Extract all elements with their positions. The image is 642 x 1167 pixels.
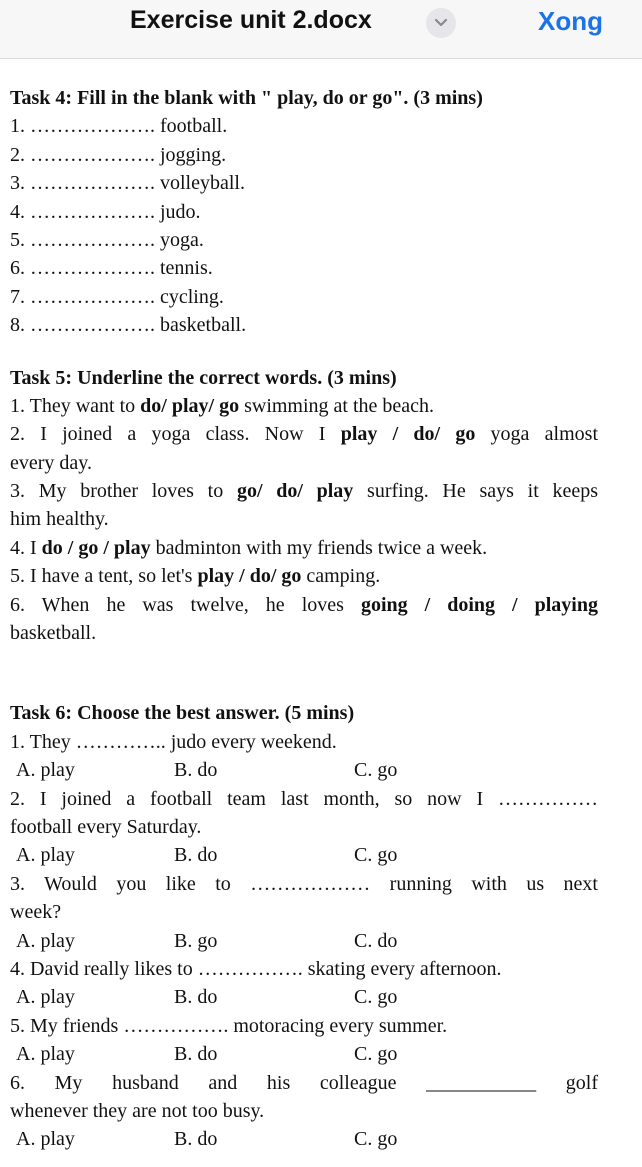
task4-item: 3. ………………. volleyball. [10,172,245,195]
task4-item: 7. ………………. cycling. [10,285,224,308]
document-title[interactable]: Exercise unit 2.docx [130,6,372,34]
task5-heading: Task 5: Underline the correct words. (3 mins) [10,366,397,389]
task6-question-2-cont: football every Saturday. [10,815,202,838]
task5-sentence-4: 4. I do / go / play badminton with my friends twice a week. [10,536,488,559]
task6-question-6: 6. My husband and his colleague ___________ golf [10,1071,598,1094]
task6-question-1: 1. They ………….. judo every weekend. [10,730,337,753]
task6-question-6-cont: whenever they are not too busy. [10,1099,265,1122]
done-button[interactable]: Xong [538,6,603,36]
task5-sentence-2: 2. I joined a yoga class. Now I play / do/ go yoga almost [10,423,599,446]
task5-sentence-2-cont: every day. [10,451,92,474]
task4-item: 1. ………………. football. [10,115,228,138]
task4-item: 8. ………………. basketball. [10,314,247,337]
task4-heading: Task 4: Fill in the blank with " play, do or go". (3 mins) [10,87,483,109]
top-bar [0,0,642,59]
task5-sentence-3-cont: him healthy. [10,508,109,531]
task6-options-4: A. play B. do C. go [16,986,398,1009]
task6-options-5: A. play B. do C. go [16,1043,398,1066]
title-menu-button[interactable] [426,8,456,38]
document-body [10,84,598,1154]
task5-sentence-3: 3. My brother loves to go/ do/ play surfing. He says it keeps [10,480,599,503]
task6-question-4: 4. David really likes to ……………. skating every afternoon. [10,957,502,980]
task4-item: 2. ………………. jogging. [10,143,227,166]
task4-item: 5. ………………. yoga. [10,228,204,251]
task6-options-6: A. play B. do C. go [16,1128,398,1151]
task6-heading: Task 6: Choose the best answer. (5 mins) [10,702,355,725]
task6-question-5: 5. My friends ……………. motoracing every summer. [10,1014,448,1037]
task4-list [10,112,598,339]
task6-question-3: 3. Would you like to ……………… running with us next [10,872,598,895]
task6-options-3: A. play B. go C. do [16,929,398,952]
task4-item: 6. ………………. tennis. [10,257,213,280]
chevron-down-icon [434,18,448,28]
task6-options-2: A. play B. do C. go [16,844,398,867]
task6-question-3-cont: week? [10,901,62,924]
task5-sentence-1: 1. They want to do/ play/ go swimming at the beach. [10,394,435,417]
task4-item: 4. ………………. judo. [10,200,201,223]
task5-sentence-6-cont: basketball. [10,622,97,645]
task6-question-2: 2. I joined a football team last month, so now I …………… [10,787,598,810]
task5-sentence-6: 6. When he was twelve, he loves going / doing / playing [10,593,598,616]
task5-sentence-5: 5. I have a tent, so let's play / do/ go camping. [10,565,381,588]
task6-options-1: A. play B. do C. go [16,759,398,782]
